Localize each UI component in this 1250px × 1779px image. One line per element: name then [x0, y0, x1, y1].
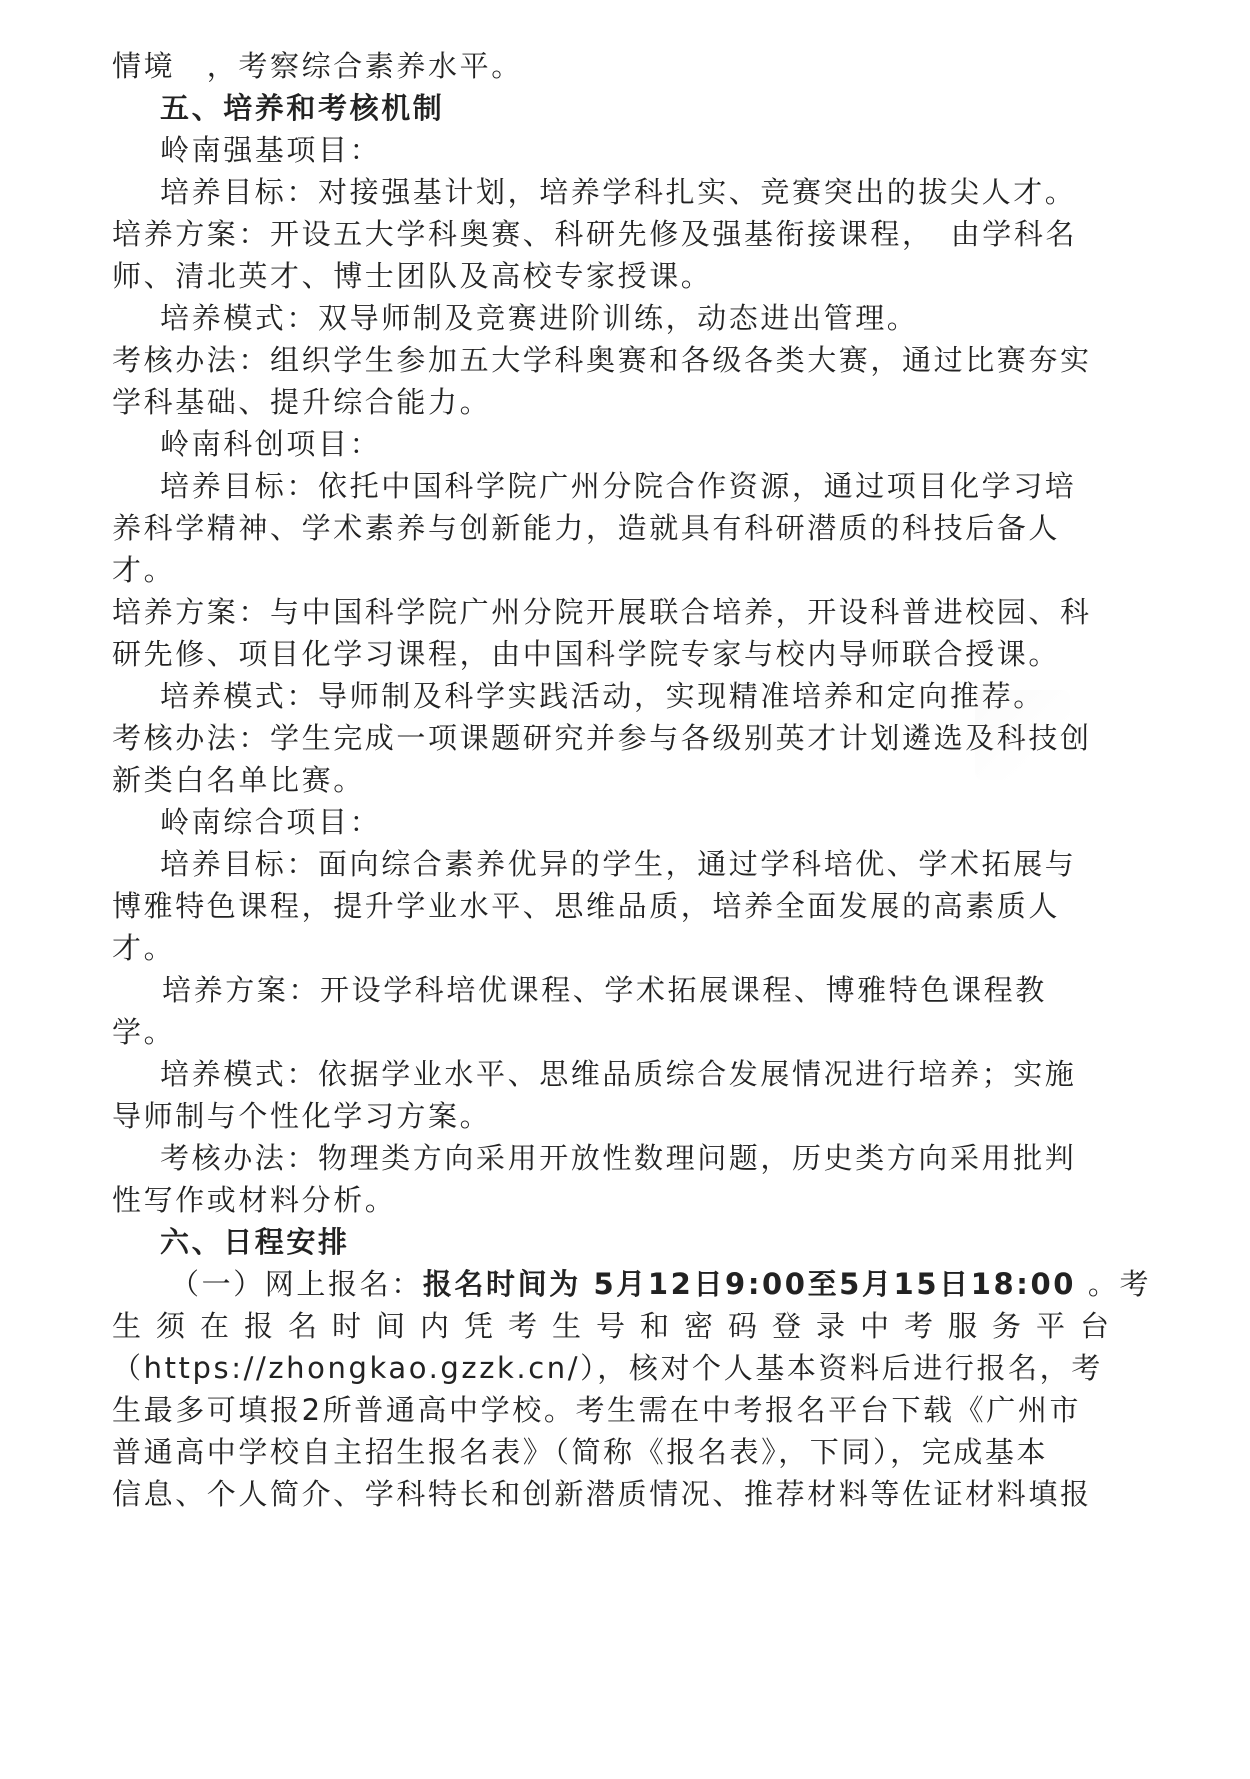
project-heading-qiangji: 岭南强基项目： — [160, 133, 382, 167]
registration-label: （一）网上报名： — [170, 1267, 423, 1301]
text-line: 情境 ，考察综合素养水平。 — [112, 49, 523, 83]
text-line: 才。 — [112, 931, 176, 965]
text-line: 生须在报名时间内凭考生号和密码登录中考服务平台 — [112, 1309, 1125, 1343]
text-line: 生最多可填报2所普通高中学校。考生需在中考报名平台下载《广州市 — [112, 1393, 1082, 1427]
text-line: 信息、个人简介、学科特长和创新潜质情况、推荐材料等佐证材料填报 — [112, 1477, 1092, 1511]
platform-url-line: （https://zhongkao.gzzk.cn/），核对个人基本资料后进行报名，考 — [112, 1351, 1103, 1385]
registration-line — [170, 1264, 1250, 1304]
registration-time: 报名时间为 5月12日9:00至5月15日18:00 — [422, 1267, 1077, 1301]
text-line: 考核办法：组织学生参加五大学科奥赛和各级各类大赛，通过比赛夯实 — [112, 343, 1092, 377]
text-line: 培养方案：开设五大学科奥赛、科研先修及强基衔接课程， 由学科名 — [112, 217, 1078, 251]
text-line: 才。 — [112, 553, 176, 587]
section-heading-6: 六、日程安排 — [160, 1225, 350, 1259]
text-line: 培养方案：与中国科学院广州分院开展联合培养，开设科普进校园、科 — [112, 595, 1092, 629]
text-fragment: 。考 — [1076, 1267, 1152, 1301]
text-line: 性写作或材料分析。 — [112, 1183, 397, 1217]
text-line: 师、清北英才、博士团队及高校专家授课。 — [112, 259, 713, 293]
text-line: 培养目标：对接强基计划，培养学科扎实、竞赛突出的拔尖人才。 — [160, 175, 1077, 209]
text-line: 学。 — [112, 1015, 176, 1049]
text-line: 研先修、项目化学习课程，由中国科学院专家与校内导师联合授课。 — [112, 637, 1061, 671]
text-line: 培养模式：双导师制及竞赛进阶训练，动态进出管理。 — [160, 301, 919, 335]
text-line: 培养目标：依托中国科学院广州分院合作资源，通过项目化学习培 — [160, 469, 1077, 503]
text-line: 培养方案：开设学科培优课程、学术拓展课程、博雅特色课程教 — [162, 973, 1047, 1007]
text-line: 考核办法：物理类方向采用开放性数理问题，历史类方向采用批判 — [160, 1141, 1077, 1175]
project-heading-zonghe: 岭南综合项目： — [160, 805, 382, 839]
text-line: 普通高中学校自主招生报名表》（简称《报名表》，下同），完成基本 — [112, 1435, 1049, 1469]
text-line: 培养模式：依据学业水平、思维品质综合发展情况进行培养；实施 — [160, 1057, 1077, 1091]
text-line: 导师制与个性化学习方案。 — [112, 1099, 492, 1133]
text-line: 博雅特色课程，提升学业水平、思维品质，培养全面发展的高素质人 — [112, 889, 1061, 923]
text-line: 学科基础、提升综合能力。 — [112, 385, 492, 419]
project-heading-kechuang: 岭南科创项目： — [160, 427, 382, 461]
text-line: 培养目标：面向综合素养优异的学生，通过学科培优、学术拓展与 — [160, 847, 1077, 881]
text-line: 考核办法：学生完成一项课题研究并参与各级别英才计划遴选及科技创 — [112, 721, 1092, 755]
section-heading-5: 五、培养和考核机制 — [160, 91, 445, 125]
text-line: 养科学精神、学术素养与创新能力，造就具有科研潜质的科技后备人 — [112, 511, 1061, 545]
text-line: 新类白名单比赛。 — [112, 763, 365, 797]
text-line: 培养模式：导师制及科学实践活动，实现精准培养和定向推荐。 — [160, 679, 1045, 713]
